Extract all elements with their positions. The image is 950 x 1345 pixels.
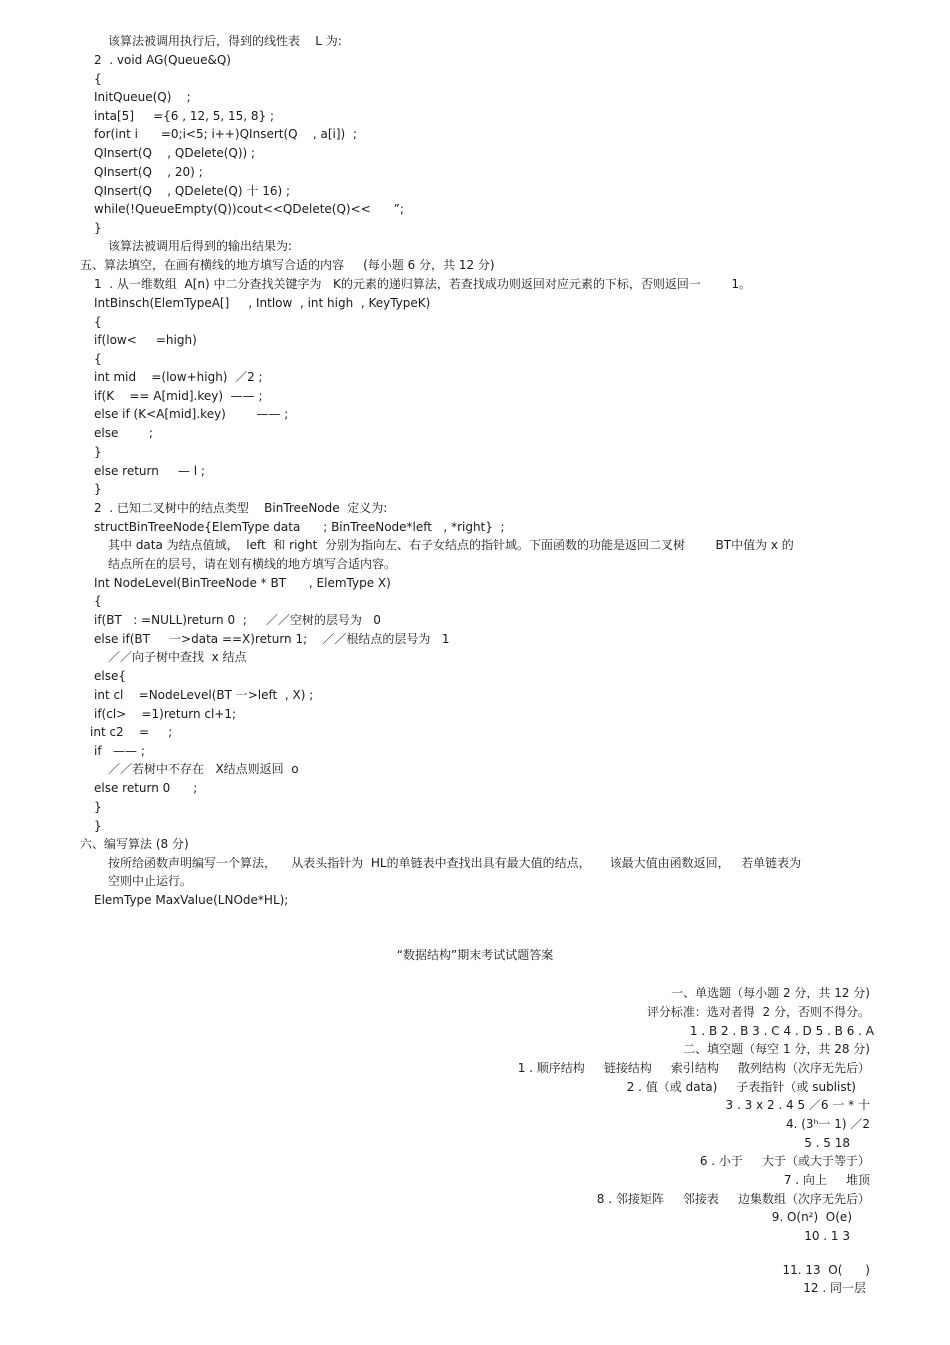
answer-heading: 二、填空题（每空 1 分，共 28 分): [683, 1042, 870, 1056]
text-line: }: [94, 800, 102, 814]
text-line: QInsert(Q , QDelete(Q) 十 16) ;: [94, 184, 290, 198]
answer-line: 12 . 同一层: [803, 1281, 866, 1295]
text-line: int mid =(low+high) ／2 ;: [94, 370, 263, 384]
text-line: InitQueue(Q) ;: [94, 90, 191, 104]
text-line: {: [94, 594, 102, 608]
answer-line: 1 . B 2 . B 3 . C 4 . D 5 . B 6 . A: [689, 1024, 874, 1038]
text-line: if —— ;: [94, 744, 145, 758]
text-line: 按所给函数声明编写一个算法， 从表头指针为 HL的单链表中查找出具有最大值的结点， 该最大值由函数返回， 若单链表为: [108, 856, 802, 870]
text-line: ／／若树中不存在 X结点则返回 o: [108, 762, 299, 776]
text-line: while(!QueueEmpty(Q))cout<<QDelete(Q)<< ”;: [94, 202, 404, 216]
answer-line: 8 . 邻接矩阵 邻接表 边集数组（次序无先后）: [596, 1192, 870, 1206]
answer-line: 1 . 顺序结构 链接结构 索引结构 散列结构（次序无先后）: [517, 1061, 870, 1075]
text-line: 2 . 已知二叉树中的结点类型 BinTreeNode 定义为:: [94, 501, 388, 515]
text-line: {: [94, 352, 102, 366]
answer-line: 9. O(n²) O(e): [771, 1210, 852, 1224]
section-heading: 六、编写算法 (8 分): [80, 837, 189, 851]
section-heading: 五、算法填空，在画有横线的地方填写合适的内容 (每小题 6 分，共 12 分): [80, 258, 495, 272]
text-line: 2 . void AG(Queue&Q): [94, 53, 231, 67]
text-line: }: [94, 482, 102, 496]
text-line: {: [94, 72, 102, 86]
text-line: 该算法被调用后得到的输出结果为:: [108, 239, 293, 253]
text-line: if(low< =high): [94, 333, 197, 347]
text-line: 空则中止运行。: [108, 874, 193, 888]
text-line: 1 . 从一维数组 A[n) 中二分查找关键字为 K的元素的递归算法，若查找成功则返回对应元素的下标，否则返回一 1。: [94, 277, 751, 291]
text-line: 结点所在的层号，请在划有横线的地方填写合适内容。: [108, 557, 397, 571]
answer-line: 4. (3ʰ一 1) ／2: [785, 1117, 870, 1131]
text-line: 其中 data 为结点值域， left 和 right 分别为指向左、右子女结点的指针域。下面函数的功能是返回二叉树 BT中值为 x 的: [108, 538, 794, 552]
text-line: {: [94, 315, 102, 329]
text-line: else return 0 ;: [94, 781, 198, 795]
text-line: if(cl> =1)return cl+1;: [94, 707, 237, 721]
text-line: else if (K<A[mid].key) —— ;: [94, 407, 289, 421]
text-line: else return — l ;: [94, 464, 205, 478]
text-line: }: [94, 819, 102, 833]
text-line: else{: [94, 669, 126, 683]
text-line: Int NodeLevel(BinTreeNode * BT , ElemType X): [94, 576, 391, 590]
answer-line: 10 . 1 3: [804, 1229, 850, 1243]
text-line: QInsert(Q , QDelete(Q)) ;: [94, 146, 256, 160]
text-line: ElemType MaxValue(LNOde*HL);: [94, 893, 289, 907]
answer-heading: 一、单选题（每小题 2 分，共 12 分): [671, 986, 870, 1000]
text-line: int cl =NodeLevel(BT 一>left , X) ;: [94, 688, 314, 702]
text-line: ／／向子树中查找 x 结点: [108, 650, 247, 664]
text-line: }: [94, 445, 102, 459]
answer-line: 7 . 向上 堆顶: [783, 1173, 870, 1187]
text-line: else ;: [94, 426, 153, 440]
text-line: QInsert(Q , 20) ;: [94, 165, 203, 179]
text-line: else if(BT 一>data ==X)return 1; ／／根结点的层号为 1: [94, 632, 450, 646]
answer-line: 评分标准：选对者得 2 分，否则不得分。: [646, 1005, 870, 1019]
answer-title: “数据结构”期末考试试题答案: [396, 948, 554, 962]
answer-line: 2 . 值（或 data) 子表指针（或 sublist): [626, 1080, 856, 1094]
text-line: for(int i =0;i<5; i++)QInsert(Q , a[i]) ;: [94, 127, 357, 141]
text-line: inta[5] ={6 , 12, 5, 15, 8} ;: [94, 109, 275, 123]
answer-line: 3 . 3 x 2 . 4 5 ／6 一 * 十: [725, 1098, 870, 1112]
answer-line: 5 . 5 18: [804, 1136, 850, 1150]
text-line: if(BT : =NULL)return 0 ; ／／空树的层号为 0: [94, 613, 381, 627]
text-line: IntBinsch(ElemTypeA[] , Intlow , int high , KeyTypeK): [94, 296, 431, 310]
text-line: structBinTreeNode{ElemType data ; BinTreeNode*left , *right} ;: [94, 520, 505, 534]
text-line: int c2 = ;: [90, 725, 173, 739]
text-line: 该算法被调用执行后，得到的线性表 L 为:: [108, 34, 342, 48]
answer-line: 11. 13 O( ): [782, 1263, 870, 1277]
answer-line: 6 . 小于 大于（或大于等于）: [699, 1154, 870, 1168]
text-line: if(K == A[mid].key) —— ;: [94, 389, 263, 403]
text-line: }: [94, 221, 102, 235]
